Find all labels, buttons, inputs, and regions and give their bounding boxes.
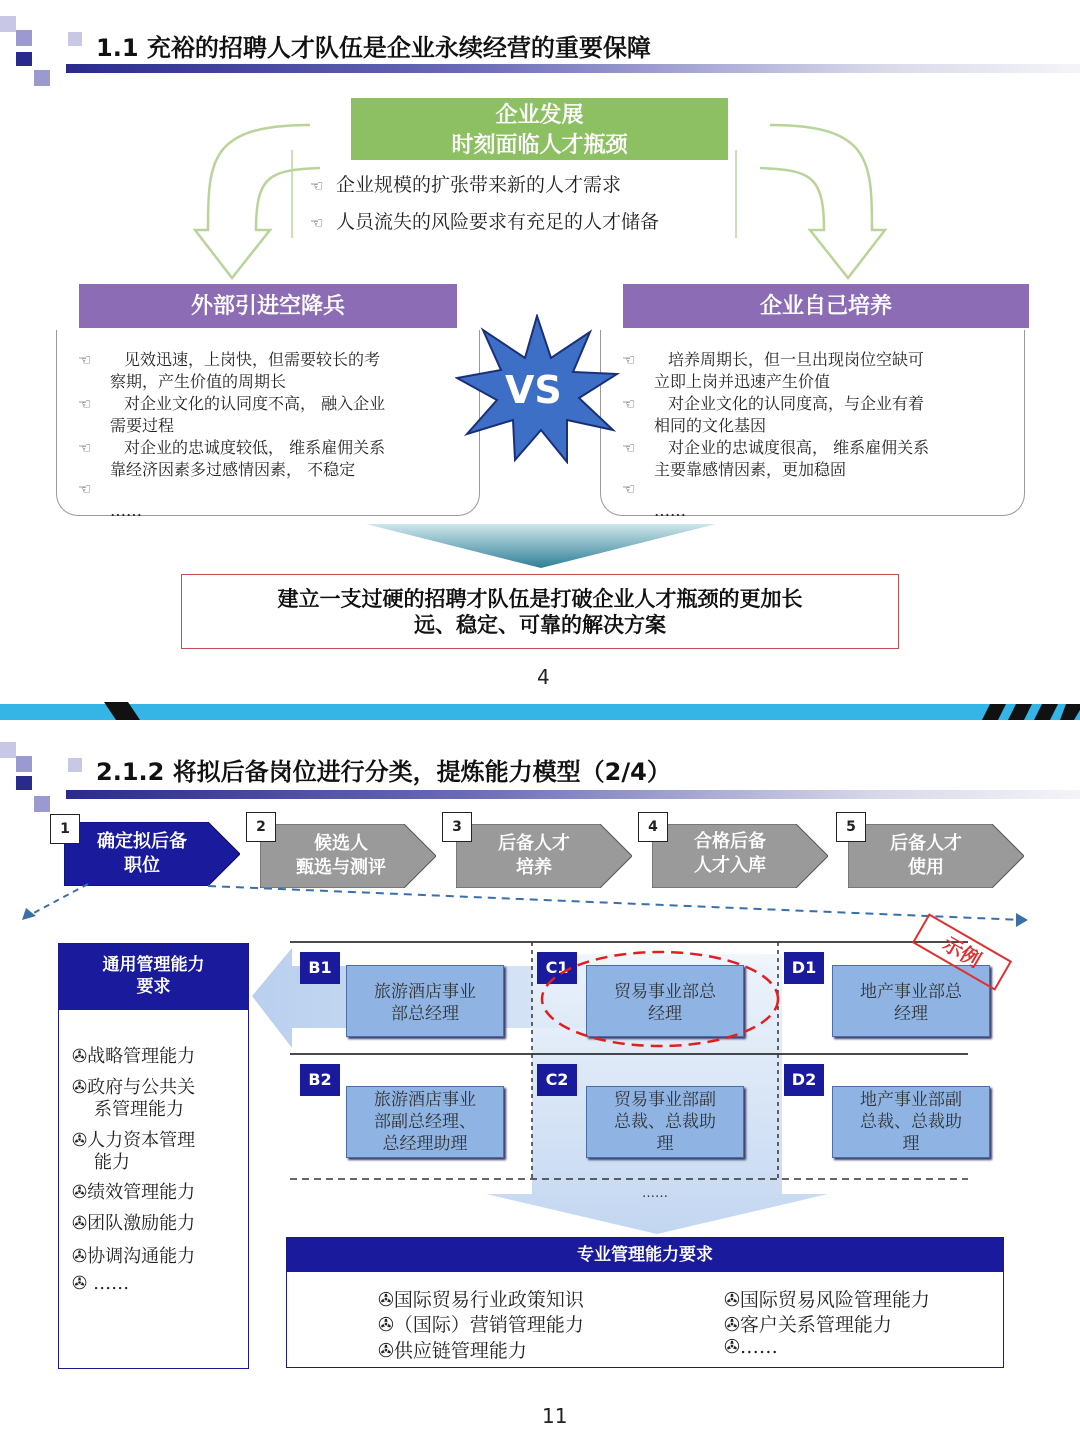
pointing-hand-icon: ☜ xyxy=(78,439,92,457)
internal-bullet: ☜ 对企业文化的认同度高，与企业有着 相同的文化基因 xyxy=(622,394,925,435)
deco-square xyxy=(34,796,50,812)
step-label: 候选人 甄选与测评 xyxy=(296,833,386,878)
professional-item: ✇国际贸易风险管理能力 xyxy=(724,1289,930,1311)
category-tag-c2: C2 xyxy=(537,1064,577,1096)
divider-stripes xyxy=(0,696,1080,724)
category-tag-d1: D1 xyxy=(784,952,824,984)
external-bullet: ☜ 对企业的忠诚度较低， 维系雇佣关系 靠经济因素多过感情因素， 不稳定 xyxy=(78,438,386,479)
circled-hand-icon: ✇ xyxy=(72,1046,88,1067)
deco-square xyxy=(0,16,16,32)
step-label: 后备人才 使用 xyxy=(890,833,962,878)
page-number: 11 xyxy=(542,1404,568,1428)
process-step-2 xyxy=(260,824,436,888)
conclusion-line-2: 远、稳定、可靠的解决方案 xyxy=(414,612,666,637)
conclusion-line-1: 建立一支过硬的招聘才队伍是打破企业人才瓶颈的更加长 xyxy=(277,586,803,611)
internal-bullet: ☜ 培养周期长，但一旦出现岗位空缺可 立即上岗并迅速产生价值 xyxy=(622,350,925,391)
step-number: 2 xyxy=(246,812,276,842)
pointing-hand-icon: ☜ xyxy=(78,395,92,413)
circled-hand-icon: ✇ xyxy=(378,1289,394,1311)
professional-item: ✇…… xyxy=(724,1336,778,1358)
general-item: ✇协调沟通能力 xyxy=(72,1246,196,1267)
job-box-b1: 旅游酒店事业 部总经理 xyxy=(346,965,504,1037)
circled-hand-icon: ✇ xyxy=(72,1077,88,1098)
circled-hand-icon: ✇ xyxy=(724,1336,740,1358)
challenge-line-2: 时刻面临人才瓶颈 xyxy=(451,132,628,158)
circled-hand-icon: ✇ xyxy=(378,1314,394,1336)
circled-hand-icon: ✇ xyxy=(72,1182,88,1203)
vs-label: VS xyxy=(505,368,562,412)
highlight-ellipse xyxy=(536,946,784,1052)
deco-square xyxy=(68,32,82,46)
general-item: ✇绩效管理能力 xyxy=(72,1182,196,1203)
pointing-hand-icon: ☜ xyxy=(622,351,636,369)
expand-dashed-arrows xyxy=(18,880,1038,930)
step-label: 后备人才 培养 xyxy=(498,833,570,878)
challenge-bullet-text: 人员流失的风险要求有充足的人才储备 xyxy=(336,211,660,233)
category-tag-b1: B1 xyxy=(300,952,340,984)
challenge-bullet-text: 企业规模的扩张带来新的人才需求 xyxy=(336,174,622,196)
deco-square xyxy=(16,756,32,772)
general-item: ✇ …… xyxy=(72,1273,130,1294)
circled-hand-icon: ✇ xyxy=(72,1213,88,1234)
internal-bullet: ☜ 对企业的忠诚度很高， 维系雇佣关系 主要靠感情因素，更加稳固 xyxy=(622,438,930,479)
deco-square xyxy=(68,758,82,772)
pointing-hand-icon: ☜ xyxy=(310,177,324,195)
category-tag-c1: C1 xyxy=(537,952,577,984)
external-hire-title: 外部引进空降兵 xyxy=(79,284,457,328)
job-box-b2: 旅游酒店事业 部副总经理、 总经理助理 xyxy=(346,1086,504,1158)
split-arrows xyxy=(190,120,890,285)
job-box-c2: 贸易事业部副 总裁、总裁助 理 xyxy=(586,1086,744,1158)
title-rule xyxy=(66,790,1080,799)
pointing-hand-icon: ☜ xyxy=(622,439,636,457)
step-label: 确定拟后备 职位 xyxy=(97,831,187,876)
professional-item: ✇客户关系管理能力 xyxy=(724,1314,892,1336)
circled-hand-icon: ✇ xyxy=(378,1340,394,1362)
slide-title: 1.1 充裕的招聘人才队伍是企业永续经营的重要保障 xyxy=(96,34,651,62)
general-item: ✇政府与公共关 系管理能力 xyxy=(72,1077,196,1120)
deco-square xyxy=(16,30,32,46)
deco-square xyxy=(16,776,32,790)
category-tag-d2: D2 xyxy=(784,1064,824,1096)
step-number: 1 xyxy=(50,814,80,844)
internal-train-title: 企业自己培养 xyxy=(623,284,1029,328)
funnel-arrow xyxy=(366,524,716,570)
process-step-4 xyxy=(652,824,828,888)
external-bullet: ☜ 对企业文化的认同度不高， 融入企业 需要过程 xyxy=(78,394,386,435)
step-number: 3 xyxy=(442,812,472,842)
more-ellipsis: …… xyxy=(642,1186,668,1201)
challenge-bullet xyxy=(310,170,621,197)
circled-hand-icon: ✇ xyxy=(724,1289,740,1311)
deco-square xyxy=(34,70,50,86)
deco-square xyxy=(16,52,32,66)
professional-competency-head: 专业管理能力要求 xyxy=(287,1238,1003,1272)
title-rule xyxy=(66,64,1080,73)
general-item: ✇团队激励能力 xyxy=(72,1213,196,1234)
step-number: 5 xyxy=(836,812,866,842)
pointing-hand-icon: ☜ xyxy=(622,395,636,413)
pointing-hand-icon: ☜ xyxy=(78,351,92,369)
category-tag-b2: B2 xyxy=(300,1064,340,1096)
general-item: ✇战略管理能力 xyxy=(72,1046,196,1067)
job-box-c1: 贸易事业部总 经理 xyxy=(586,965,744,1037)
internal-bullet: ☜ …… xyxy=(622,480,686,520)
pointing-hand-icon: ☜ xyxy=(78,480,92,498)
circled-hand-icon: ✇ xyxy=(72,1246,88,1267)
general-competency-head: 通用管理能力 要求 xyxy=(59,944,248,1010)
challenge-bullet xyxy=(310,207,659,234)
pointing-hand-icon: ☜ xyxy=(622,480,636,498)
external-bullet: ☜ 见效迅速，上岗快，但需要较长的考 察期，产生价值的周期长 xyxy=(78,350,381,391)
job-box-d2: 地产事业部副 总裁、总裁助 理 xyxy=(832,1086,990,1158)
process-step-5 xyxy=(848,824,1024,888)
circled-hand-icon: ✇ xyxy=(72,1130,88,1151)
deco-square xyxy=(0,742,16,758)
pointing-hand-icon: ☜ xyxy=(310,214,324,232)
process-step-3 xyxy=(456,824,632,888)
general-item: ✇人力资本管理 能力 xyxy=(72,1130,196,1173)
circled-hand-icon: ✇ xyxy=(72,1273,88,1294)
process-step-1 xyxy=(64,822,240,886)
conclusion-box xyxy=(181,574,899,649)
step-number: 4 xyxy=(638,812,668,842)
external-bullet: ☜ …… xyxy=(78,480,142,520)
page-number: 4 xyxy=(537,665,550,689)
circled-hand-icon: ✇ xyxy=(724,1314,740,1336)
job-box-d1: 地产事业部总 经理 xyxy=(832,965,990,1037)
slide-title: 2.1.2 将拟后备岗位进行分类，提炼能力模型（2/4） xyxy=(96,758,671,786)
professional-item: ✇（国际）营销管理能力 xyxy=(378,1314,584,1336)
professional-item: ✇供应链管理能力 xyxy=(378,1340,527,1362)
challenge-line-1: 企业发展 xyxy=(495,102,584,128)
professional-item: ✇国际贸易行业政策知识 xyxy=(378,1289,584,1311)
step-label: 合格后备 人才入库 xyxy=(694,831,766,876)
example-stamp: 示例 xyxy=(912,913,1012,990)
